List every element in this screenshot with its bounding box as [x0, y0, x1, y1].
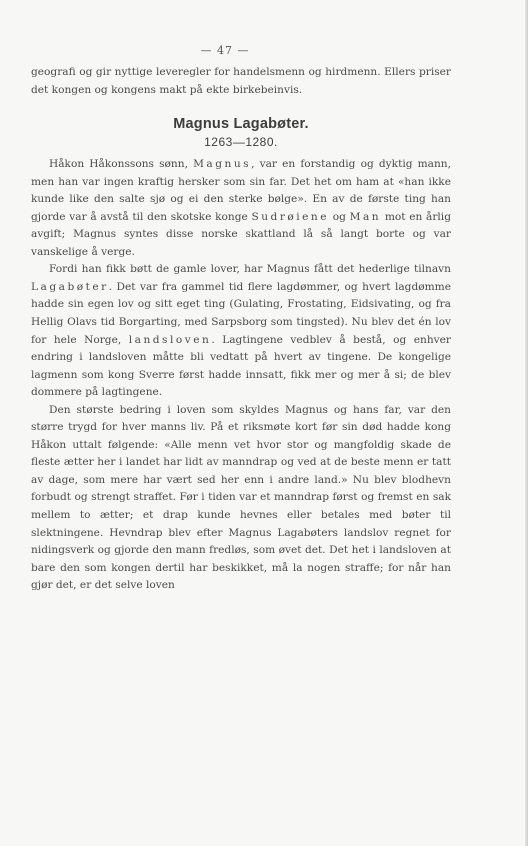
section-heading — [31, 115, 451, 151]
paragraph-text: Fordi han fikk bøtt de gamle lover, har Magnus fått det hederlige tilnavn — [49, 263, 451, 276]
paragraph-text: , var en forstandig og dyktig mann, men han var ingen kraftig hersker som sin far. Det het om ham at «han ikke kunde like den salte sjø og ei den sterke bølge». En av de første ting han gjorde var å avstå til den skotske konge — [31, 158, 451, 223]
section-years: 1263—1280. — [204, 135, 278, 150]
paragraph-text: mot en årlig avgift; Magnus syntes disse norske skattland lå så langt borte og var vanskelige å verge. — [31, 210, 451, 258]
paragraph-text: Håkon Håkonssons sønn, — [49, 158, 194, 171]
paragraph-magnus-intro — [31, 156, 451, 261]
paragraph-text: . Det var fra gammel tid flere lagdømmer, og hvert lagdømme hadde sin egen lov og sitt eget ting (Gulating, Frostating, Eidsivating, og fra Hellig Olavs tid Borgarting, med Sarpsborg som tingsted). Nu blev det én lov for hele Norge, — [31, 280, 451, 346]
spaced-epithet: Lagabøter — [31, 280, 109, 293]
paragraph-blood-feud: Den største bedring i loven som skyldes Magnus og hans far, var den større trygd for hver manns liv. På et riksmøte kort før sin død hadde kong Håkon uttalt følgende: «Alle menn vet hvor stor og mangfoldig skade de fleste ætter her i landet har lidt av manndrap og ved at de beste menn er tatt av dage, som mere har vært sed her enn i andre land.» Nu blev blodhevn forbudt og strengt straffet. Før i tiden var et manndrap først og fremst en sak mellem to ætter; et drap kunde hevnes eller betales med bøter til slektningene. Hevndrap blev efter Magnus Lagabøters landslov regnet for nidingsverk og gjorde den mann fredløs, som øvet det. Det het i landsloven at bare den som kongen dertil har beskikket, må la nogen straffe; for når han gjør det, er det selve loven — [31, 403, 451, 592]
intro-paragraph: geografi og gir nyttige leveregler for handelsmenn og hirdmenn. Ellers priser det kongen og kongens makt på ekte birkebeinvis. — [31, 66, 451, 96]
section-title: Magnus Lagabøter. — [173, 116, 309, 133]
spaced-name: Magnus — [193, 158, 252, 171]
spaced-term: landsloven — [128, 333, 212, 346]
paragraph-laws — [31, 261, 451, 401]
paragraph-text: . Lagtingene vedblev å bestå, og enhver endring i landsloven måtte bli vedtatt på hvert av tingene. De kongelige lagmenn som kong Sverre først hadde innsatt, fikk mer og mer å si; de blev dommere på lagtingene. — [31, 333, 451, 399]
page-number: — 47 — — [200, 44, 250, 57]
paragraph-text: og — [329, 210, 350, 223]
spaced-place: Man — [349, 210, 382, 223]
page-text — [31, 64, 451, 595]
spaced-place: Sudrøiene — [251, 210, 330, 223]
